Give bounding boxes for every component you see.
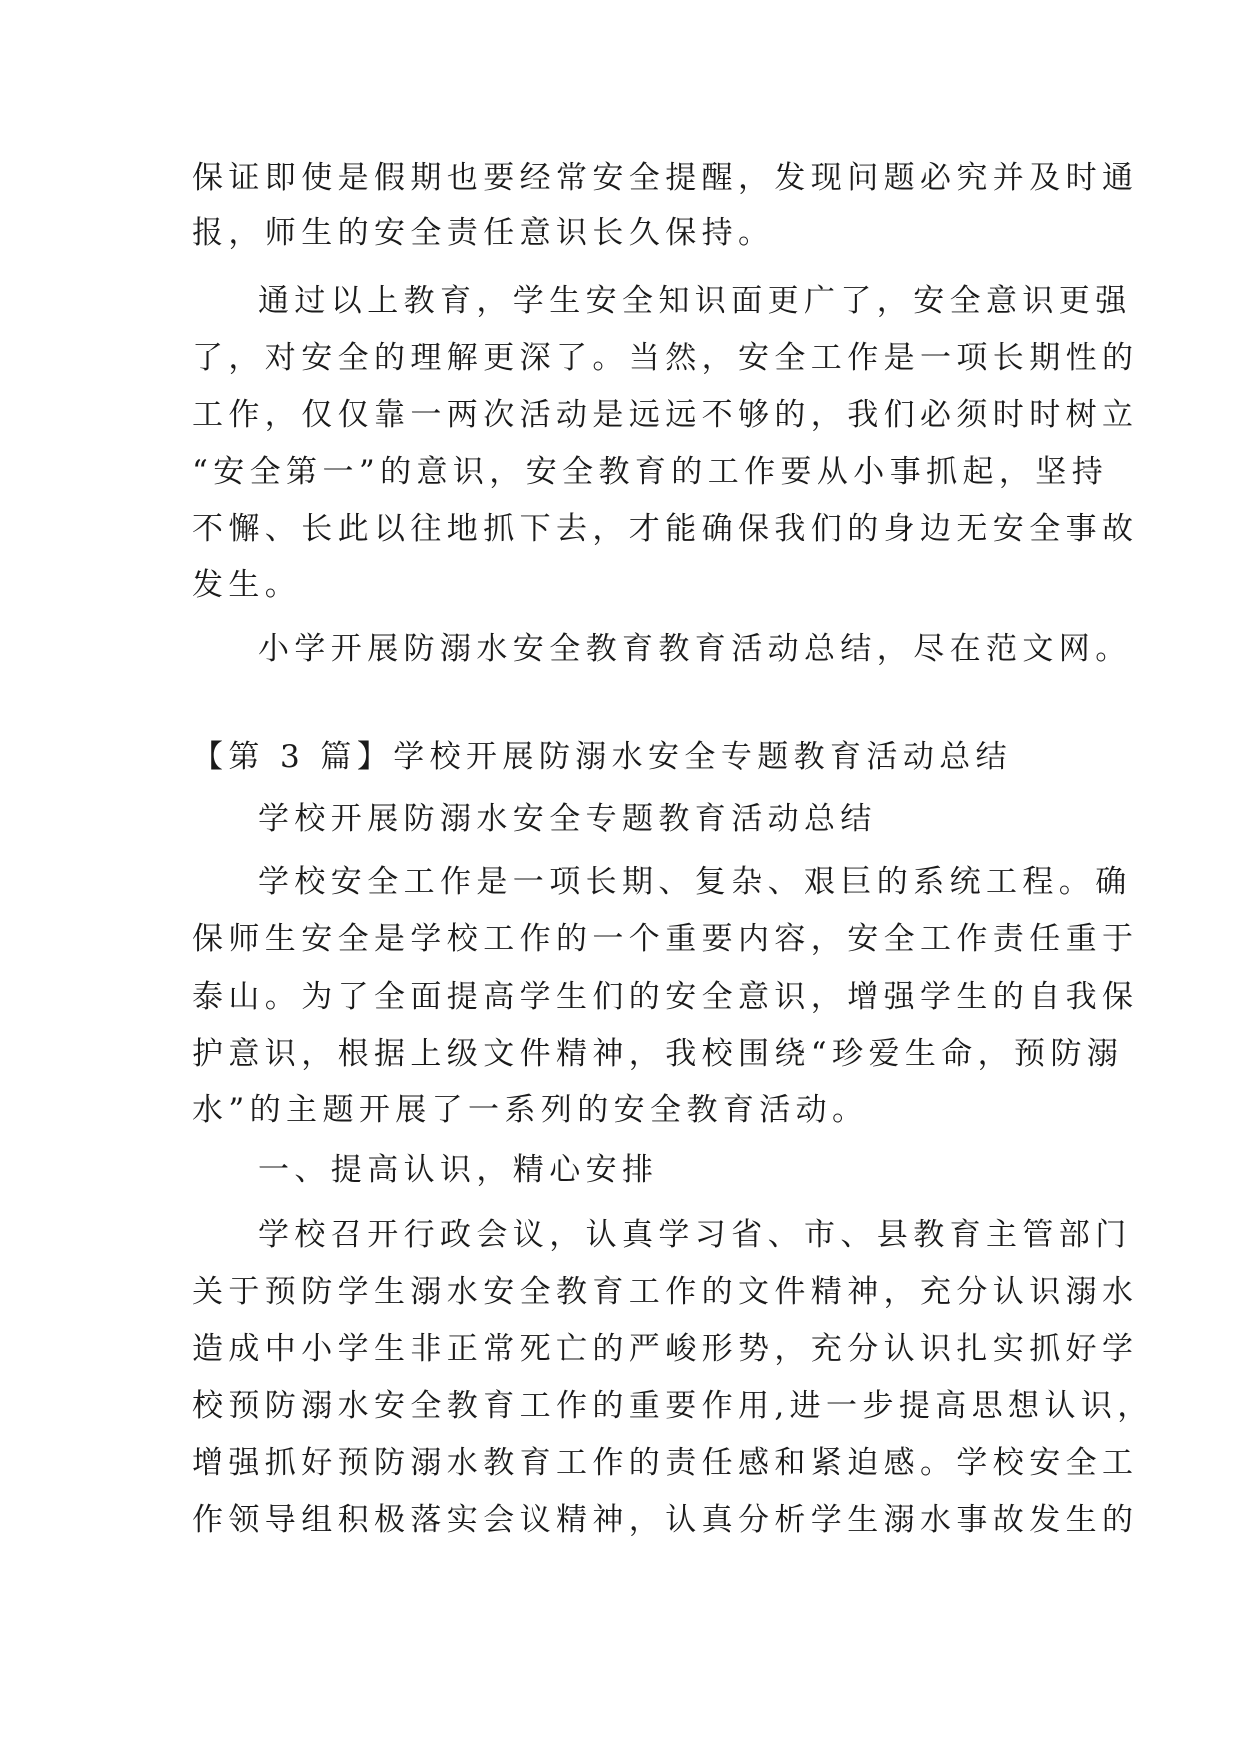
paragraph-line: 小学开展防溺水安全教育教育活动总结，尽在范文网。 [258, 631, 1132, 667]
paragraph-line: 发生。 [192, 567, 302, 603]
paragraph-line: 增强抓好预防溺水教育工作的责任感和紧迫感。学校安全工 [192, 1445, 1139, 1481]
paragraph-line: 学校安全工作是一项长期、复杂、艰巨的系统工程。确 [258, 864, 1132, 900]
paragraph-line: 保证即使是假期也要经常安全提醒，发现问题必究并及时通 [192, 160, 1139, 196]
paragraph-line: “安全第一”的意识，安全教育的工作要从小事抓起，坚持 [192, 454, 1109, 490]
paragraph-line: 工作，仅仅靠一两次活动是远远不够的，我们必须时时树立 [192, 397, 1139, 433]
section-heading: 【第 3 篇】学校开展防溺水安全专题教育活动总结 [192, 739, 1013, 775]
paragraph-line: 造成中小学生非正常死亡的严峻形势，充分认识扎实抓好学 [192, 1331, 1139, 1367]
subheading: 一、提高认识，精心安排 [258, 1152, 659, 1188]
paragraph-line: 关于预防学生溺水安全教育工作的文件精神，充分认识溺水 [192, 1274, 1139, 1310]
paragraph-line: 水”的主题开展了一系列的安全教育活动。 [192, 1092, 869, 1128]
paragraph-line: 校预防溺水安全教育工作的重要作用,进一步提高思想认识， [192, 1388, 1154, 1424]
paragraph-line: 了，对安全的理解更深了。当然，安全工作是一项长期性的 [192, 340, 1139, 376]
paragraph-line: 不懈、长此以往地抓下去，才能确保我们的身边无安全事故 [192, 511, 1139, 547]
article-title: 学校开展防溺水安全专题教育活动总结 [258, 801, 877, 837]
paragraph-line: 泰山。为了全面提高学生们的安全意识，增强学生的自我保 [192, 979, 1139, 1015]
paragraph-line: 作领导组积极落实会议精神，认真分析学生溺水事故发生的 [192, 1502, 1139, 1538]
paragraph-line: 报，师生的安全责任意识长久保持。 [192, 215, 775, 251]
paragraph-line: 通过以上教育，学生安全知识面更广了，安全意识更强 [258, 283, 1132, 319]
paragraph-line: 学校召开行政会议，认真学习省、市、县教育主管部门 [258, 1217, 1132, 1253]
paragraph-line: 保师生安全是学校工作的一个重要内容，安全工作责任重于 [192, 921, 1139, 957]
paragraph-line: 护意识，根据上级文件精神，我校围绕“珍爱生命，预防溺 [192, 1036, 1124, 1072]
